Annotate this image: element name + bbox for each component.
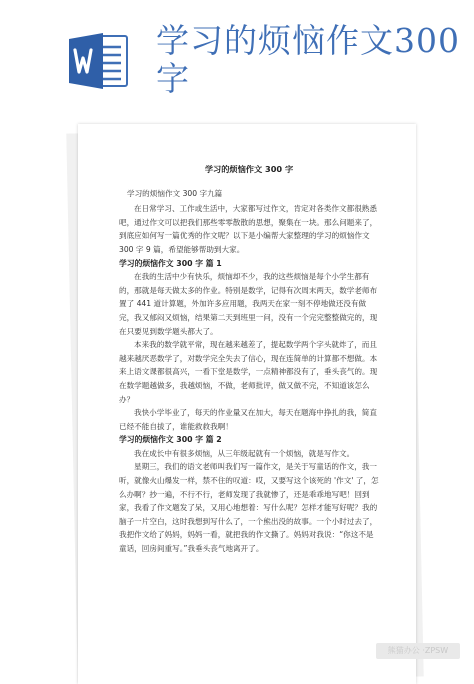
word-document-icon [67, 30, 129, 92]
section-heading-2: 学习的烦恼作文 300 字 篇 2 [119, 435, 222, 445]
document-title: 学习的烦恼作文 300 字 [204, 164, 294, 174]
watermark: 熊猫办公 ·ZPSW [376, 643, 460, 659]
intro-paragraph: 在日常学习、工作或生活中，大家都写过作文，肯定对各类作文都很熟悉吧，通过作文可以把我们那些零零散散的思想，聚集在一块。那么问题来了，到底应如何写一篇优秀的作文呢？以下是小编帮大家整理的学习的烦恼作文 300 字 9 篇，希望能够帮助到大家。 [119, 204, 378, 254]
document-body [119, 163, 379, 556]
page-title: 学习的烦恼作文300字 [156, 21, 460, 98]
section-1-paragraph-3: 我快小学毕业了，每天的作业量又在加大，每天在题海中挣扎的我，简直已经不能自拔了，谁能救救我啊！ [119, 408, 377, 431]
section-1-paragraph-2: 本来我的数学就平常，现在越来越差了，提起数学两个字头就炸了，而且越来越厌恶数学了，对数学完全失去了信心，现在连简单的计算都不想做。本来上语文课都很高兴，一看下堂是数学，一点精神都没有了，垂头丧气的。现在数学题越做多，我越烦恼，不做，老师批评，做又做不完，不知道该怎么办？ [119, 340, 378, 404]
document-subtitle: 学习的烦恼作文 300 字九篇 [127, 188, 223, 198]
section-heading-1: 学习的烦恼作文 300 字 篇 1 [119, 258, 222, 268]
section-1-paragraph-1: 在我的生活中少有快乐，烦恼却不少，我的这些烦恼是每个小学生都有的，那就是每天做太多的作业。特别是数学，记得有次周末两天，数学老师布置了 441 道计算题，外加许多应用题，我两天在家一刻不停地做还没有做完，我又郁闷又烦恼，结果第二天到班里一问，没有一个完完整整做完的，现在只要见到数学题头都大了。 [119, 272, 378, 336]
header [0, 0, 474, 110]
section-2-paragraph-2: 星期三，我们的语文老师叫我们写一篇作文，是关于写童话的作文，我一听，就像火山爆发一样，禁不住的叹道：哎，又要写这个该死的 '作文' 了，怎么办啊？抄一遍，不行不行，老师发现了我就惨了，还是乖乖地写吧！回到家，我看了作文题发了呆，又用心地想着：写什么呢？怎样才能写好呢？我的脑子一片空白，这时我想到写什么了，一个熊出没的故事。一个小时过去了，我把作文给了妈妈，妈妈一看，就把我的作文撕了。妈妈对我说：“你这不是童话，回房间重写。”我垂头丧气地离开了。 [119, 462, 379, 554]
section-2-paragraph-1: 我在成长中有很多烦恼，从三年级起就有一个烦恼，就是写作文。 [134, 448, 355, 458]
